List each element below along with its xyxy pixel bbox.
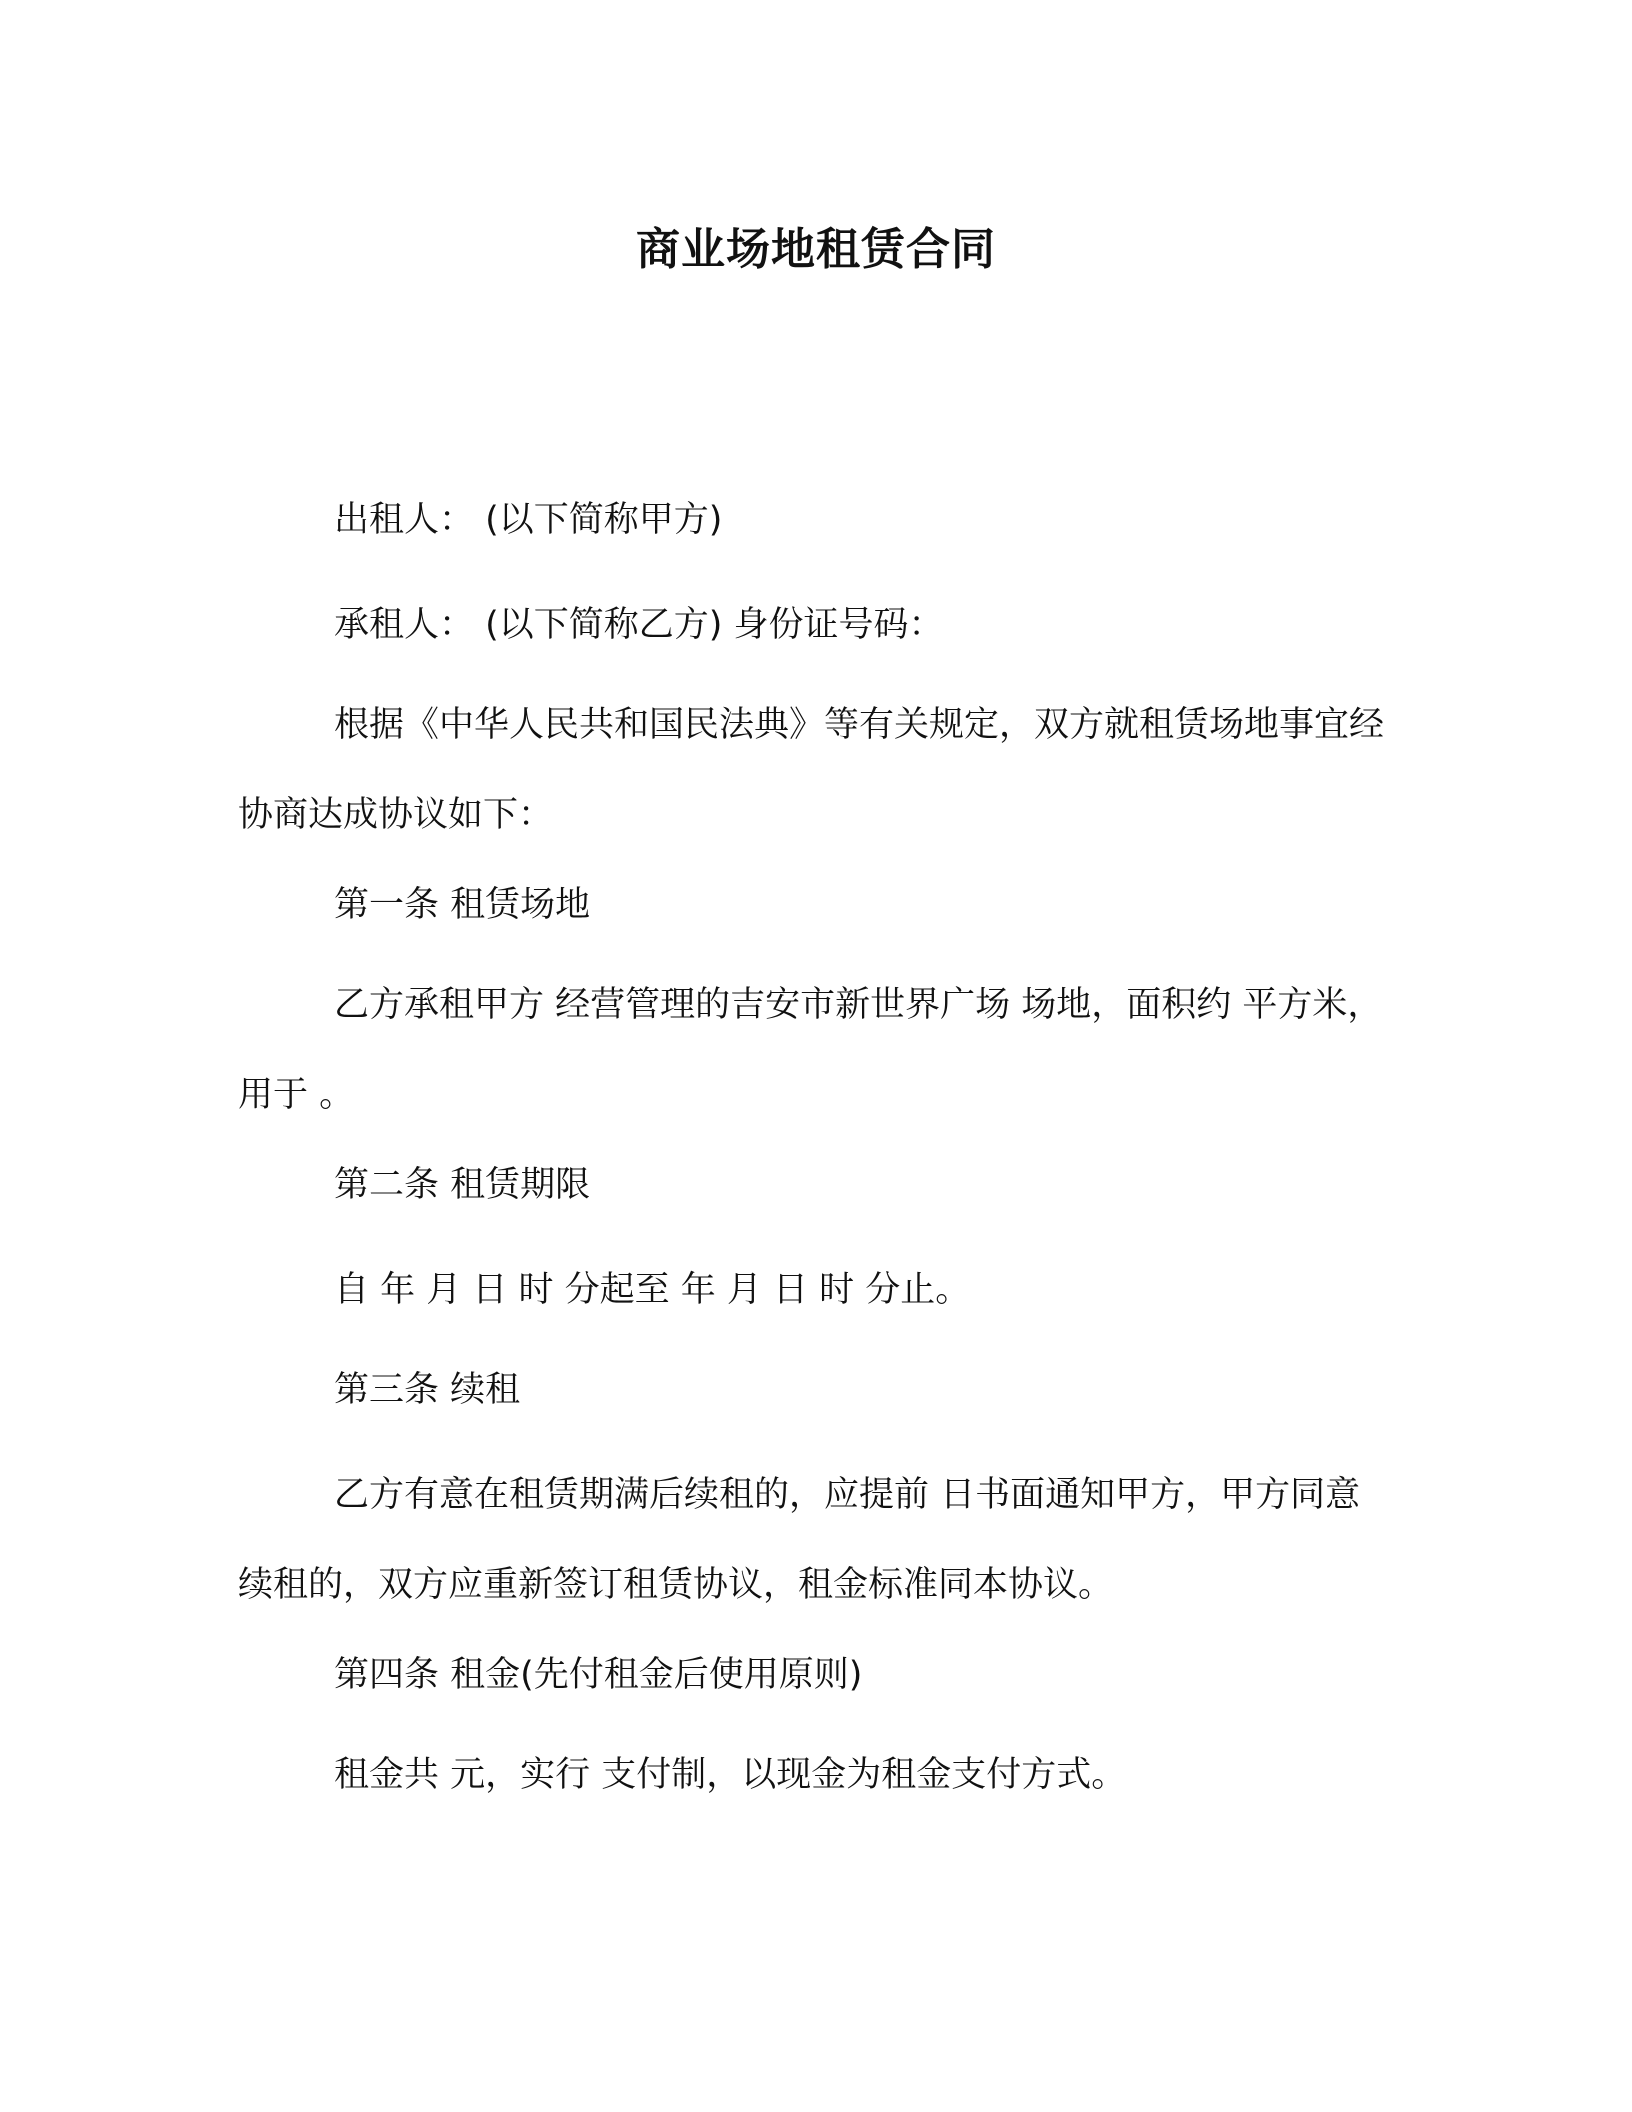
article-4-heading: 第四条 租金(先付租金后使用原则): [334, 1655, 863, 1695]
article-4-body: 租金共 元，实行 支付制，以现金为租金支付方式。: [334, 1755, 1127, 1795]
article-3-heading: 第三条 续租: [334, 1370, 521, 1410]
article-1-heading: 第一条 租赁场地: [334, 885, 591, 925]
preamble-paragraph: 根据《中华人民共和国民法典》等有关规定，双方就租赁场地事宜经协商达成协议如下：: [238, 705, 1385, 835]
document-title: 商业场地租赁合同: [636, 224, 996, 275]
article-1-body: 乙方承租甲方 经营管理的吉安市新世界广场 场地，面积约 平方米，用于 。: [238, 985, 1383, 1115]
lessee-line: 承租人： (以下简称乙方) 身份证号码：: [334, 605, 944, 645]
article-3-body: 乙方有意在租赁期满后续租的，应提前 日书面通知甲方，甲方同意续租的，双方应重新签订租赁协议，租金标准同本协议。: [238, 1475, 1361, 1605]
article-2-heading: 第二条 租赁期限: [334, 1165, 591, 1205]
lessor-line: 出租人： (以下简称甲方): [334, 500, 723, 540]
article-2-body: 自 年 月 日 时 分起至 年 月 日 时 分止。: [334, 1270, 971, 1310]
